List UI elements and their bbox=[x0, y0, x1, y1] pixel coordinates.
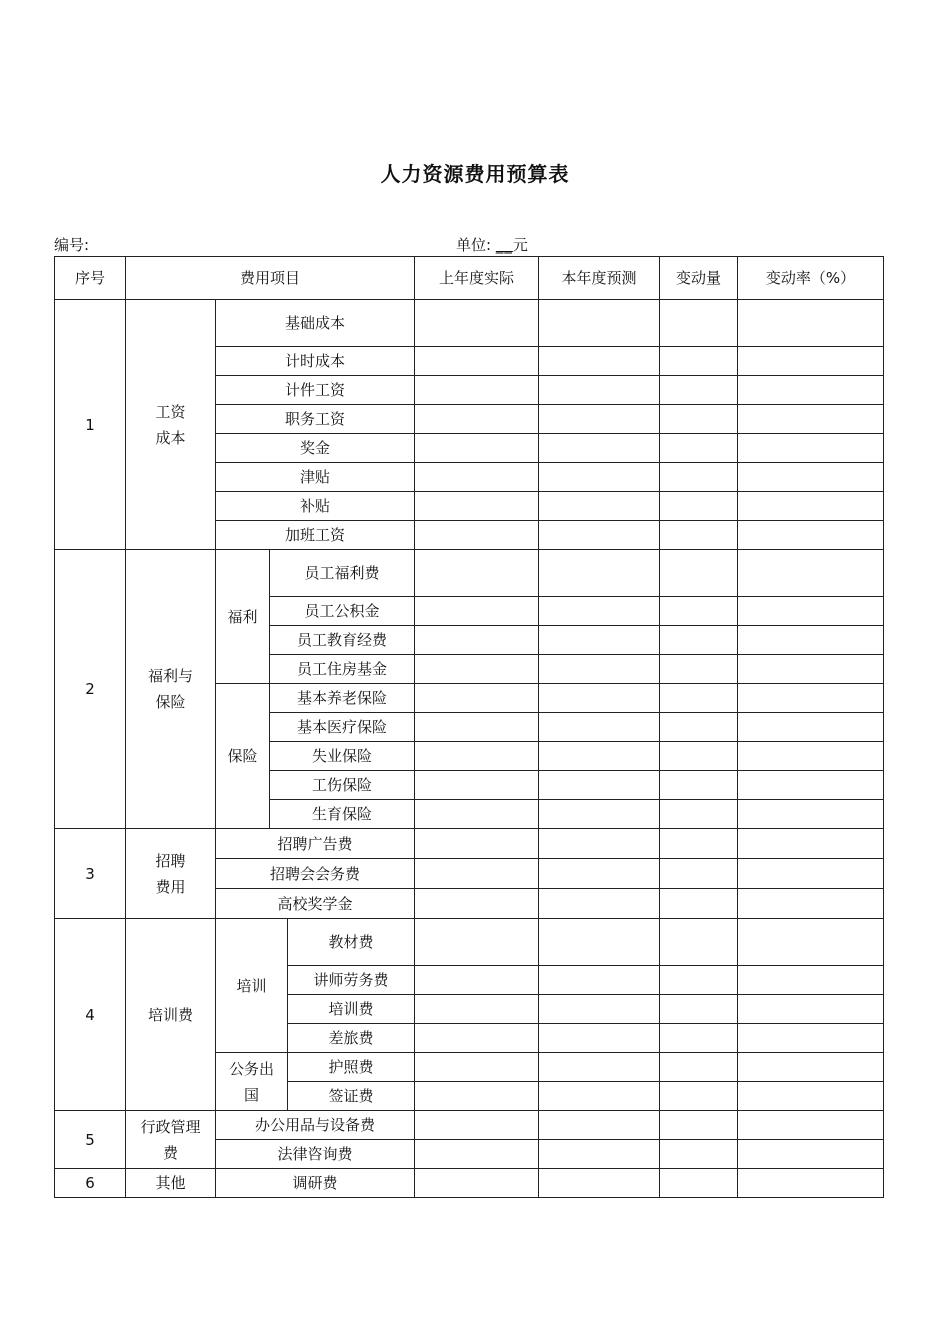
value-cell[interactable] bbox=[660, 1111, 738, 1140]
category-cell-line: 其他 bbox=[155, 1174, 186, 1192]
value-cell[interactable] bbox=[415, 1053, 539, 1082]
value-cell[interactable] bbox=[738, 829, 884, 859]
value-cell[interactable] bbox=[660, 376, 738, 405]
value-cell[interactable] bbox=[660, 655, 738, 684]
category-cell-line: 保险 bbox=[155, 693, 186, 711]
item-cell: 护照费 bbox=[288, 1053, 415, 1082]
value-cell[interactable] bbox=[415, 995, 539, 1024]
value-cell[interactable] bbox=[539, 1140, 660, 1169]
table-row bbox=[55, 550, 884, 597]
value-cell[interactable] bbox=[738, 1053, 884, 1082]
value-cell[interactable] bbox=[660, 1082, 738, 1111]
unit-line bbox=[456, 234, 528, 255]
value-cell[interactable] bbox=[539, 492, 660, 521]
value-cell[interactable] bbox=[660, 492, 738, 521]
unit-value: 元 bbox=[512, 236, 528, 254]
item-cell: 津贴 bbox=[216, 463, 415, 492]
item-cell: 基本养老保险 bbox=[270, 684, 415, 713]
value-cell[interactable] bbox=[539, 800, 660, 829]
value-cell[interactable] bbox=[738, 771, 884, 800]
seq-cell: 2 bbox=[55, 550, 126, 829]
category-cell bbox=[126, 1169, 216, 1198]
value-cell[interactable] bbox=[539, 889, 660, 919]
item-cell: 调研费 bbox=[216, 1169, 415, 1198]
item-cell: 失业保险 bbox=[270, 742, 415, 771]
value-cell[interactable] bbox=[415, 597, 539, 626]
value-cell[interactable] bbox=[660, 550, 738, 597]
group-cell-line: 国 bbox=[243, 1085, 259, 1104]
value-cell[interactable] bbox=[660, 1169, 738, 1198]
category-cell-line: 费 bbox=[162, 1143, 178, 1162]
value-cell[interactable] bbox=[415, 434, 539, 463]
table-row bbox=[55, 919, 884, 966]
value-cell[interactable] bbox=[539, 742, 660, 771]
value-cell[interactable] bbox=[539, 597, 660, 626]
value-cell[interactable] bbox=[660, 919, 738, 966]
value-cell[interactable] bbox=[660, 829, 738, 859]
value-cell[interactable] bbox=[415, 376, 539, 405]
category-cell bbox=[126, 829, 216, 919]
category-cell-line: 成本 bbox=[155, 428, 186, 447]
item-cell: 招聘会会务费 bbox=[216, 859, 415, 889]
value-cell[interactable] bbox=[660, 859, 738, 889]
category-cell bbox=[126, 919, 216, 1111]
value-cell[interactable] bbox=[738, 492, 884, 521]
value-cell[interactable] bbox=[539, 859, 660, 889]
value-cell[interactable] bbox=[415, 1082, 539, 1111]
value-cell[interactable] bbox=[415, 1169, 539, 1198]
seq-cell: 1 bbox=[55, 300, 126, 550]
value-cell[interactable] bbox=[738, 347, 884, 376]
value-cell[interactable] bbox=[738, 859, 884, 889]
header-col: 变动率（%） bbox=[738, 257, 884, 300]
value-cell[interactable] bbox=[539, 550, 660, 597]
value-cell[interactable] bbox=[738, 300, 884, 347]
table-row bbox=[55, 829, 884, 859]
category-cell-line: 工资 bbox=[155, 402, 186, 421]
value-cell[interactable] bbox=[415, 859, 539, 889]
group-cell bbox=[216, 550, 270, 684]
value-cell[interactable] bbox=[660, 626, 738, 655]
value-cell[interactable] bbox=[738, 376, 884, 405]
value-cell[interactable] bbox=[415, 655, 539, 684]
item-cell: 差旅费 bbox=[288, 1024, 415, 1053]
value-cell[interactable] bbox=[660, 1140, 738, 1169]
seq-cell: 3 bbox=[55, 829, 126, 919]
number-label: 编号: bbox=[54, 236, 90, 254]
value-cell[interactable] bbox=[660, 1053, 738, 1082]
value-cell[interactable] bbox=[738, 684, 884, 713]
item-cell: 职务工资 bbox=[216, 405, 415, 434]
item-cell: 员工教育经费 bbox=[270, 626, 415, 655]
item-cell: 教材费 bbox=[288, 919, 415, 966]
value-cell[interactable] bbox=[738, 1111, 884, 1140]
table-row bbox=[55, 1111, 884, 1140]
unit-label: 单位: bbox=[456, 236, 492, 254]
value-cell[interactable] bbox=[660, 434, 738, 463]
value-cell[interactable] bbox=[738, 626, 884, 655]
item-cell: 讲师劳务费 bbox=[288, 966, 415, 995]
value-cell[interactable] bbox=[660, 597, 738, 626]
item-cell: 高校奖学金 bbox=[216, 889, 415, 919]
value-cell[interactable] bbox=[660, 684, 738, 713]
value-cell[interactable] bbox=[539, 1169, 660, 1198]
value-cell[interactable] bbox=[660, 713, 738, 742]
value-cell[interactable] bbox=[660, 405, 738, 434]
unit-blank: __ bbox=[495, 236, 513, 254]
header-row bbox=[55, 257, 884, 300]
value-cell[interactable] bbox=[539, 463, 660, 492]
value-cell[interactable] bbox=[738, 995, 884, 1024]
value-cell[interactable] bbox=[738, 889, 884, 919]
value-cell[interactable] bbox=[660, 347, 738, 376]
item-cell: 员工公积金 bbox=[270, 597, 415, 626]
value-cell[interactable] bbox=[539, 405, 660, 434]
value-cell[interactable] bbox=[539, 521, 660, 550]
seq-cell: 6 bbox=[55, 1169, 126, 1198]
category-cell bbox=[126, 300, 216, 550]
value-cell[interactable] bbox=[415, 492, 539, 521]
header-col: 本年度预测 bbox=[539, 257, 660, 300]
value-cell[interactable] bbox=[660, 1024, 738, 1053]
value-cell[interactable] bbox=[660, 300, 738, 347]
value-cell[interactable] bbox=[415, 966, 539, 995]
value-cell[interactable] bbox=[738, 655, 884, 684]
value-cell[interactable] bbox=[415, 1140, 539, 1169]
value-cell[interactable] bbox=[738, 966, 884, 995]
item-cell: 员工福利费 bbox=[270, 550, 415, 597]
group-cell bbox=[216, 684, 270, 829]
value-cell[interactable] bbox=[415, 771, 539, 800]
header-col: 变动量 bbox=[660, 257, 738, 300]
value-cell[interactable] bbox=[738, 742, 884, 771]
item-cell: 计件工资 bbox=[216, 376, 415, 405]
value-cell[interactable] bbox=[660, 521, 738, 550]
header-seq: 序号 bbox=[55, 257, 126, 300]
value-cell[interactable] bbox=[738, 434, 884, 463]
category-cell-line: 招聘 bbox=[155, 851, 186, 870]
value-cell[interactable] bbox=[660, 995, 738, 1024]
value-cell[interactable] bbox=[539, 1053, 660, 1082]
value-cell[interactable] bbox=[738, 1140, 884, 1169]
value-cell[interactable] bbox=[660, 966, 738, 995]
value-cell[interactable] bbox=[539, 771, 660, 800]
value-cell[interactable] bbox=[738, 1082, 884, 1111]
value-cell[interactable] bbox=[738, 550, 884, 597]
seq-cell: 4 bbox=[55, 919, 126, 1111]
value-cell[interactable] bbox=[539, 626, 660, 655]
category-cell bbox=[126, 1111, 216, 1169]
value-cell[interactable] bbox=[415, 550, 539, 597]
value-cell[interactable] bbox=[660, 771, 738, 800]
group-cell-line: 培训 bbox=[236, 976, 267, 995]
document-title: 人力资源费用预算表 bbox=[380, 162, 570, 186]
value-cell[interactable] bbox=[738, 405, 884, 434]
group-cell bbox=[216, 919, 288, 1053]
header-col: 上年度实际 bbox=[415, 257, 539, 300]
value-cell[interactable] bbox=[539, 966, 660, 995]
category-cell-line: 费用 bbox=[155, 877, 186, 896]
value-cell[interactable] bbox=[415, 889, 539, 919]
category-cell-line: 行政管理 bbox=[140, 1117, 201, 1136]
header-item: 费用项目 bbox=[126, 257, 415, 300]
value-cell[interactable] bbox=[415, 626, 539, 655]
item-cell: 补贴 bbox=[216, 492, 415, 521]
value-cell[interactable] bbox=[415, 1111, 539, 1140]
value-cell[interactable] bbox=[415, 521, 539, 550]
table-row bbox=[55, 300, 884, 347]
value-cell[interactable] bbox=[660, 742, 738, 771]
item-cell: 奖金 bbox=[216, 434, 415, 463]
value-cell[interactable] bbox=[415, 829, 539, 859]
value-cell[interactable] bbox=[660, 889, 738, 919]
value-cell[interactable] bbox=[539, 713, 660, 742]
value-cell[interactable] bbox=[738, 1169, 884, 1198]
budget-table bbox=[54, 256, 884, 1198]
value-cell[interactable] bbox=[415, 800, 539, 829]
value-cell[interactable] bbox=[539, 684, 660, 713]
value-cell[interactable] bbox=[415, 742, 539, 771]
value-cell[interactable] bbox=[539, 347, 660, 376]
value-cell[interactable] bbox=[415, 1024, 539, 1053]
item-cell: 加班工资 bbox=[216, 521, 415, 550]
item-cell: 基本医疗保险 bbox=[270, 713, 415, 742]
category-cell bbox=[126, 550, 216, 829]
value-cell[interactable] bbox=[415, 684, 539, 713]
value-cell[interactable] bbox=[539, 1111, 660, 1140]
item-cell: 办公用品与设备费 bbox=[216, 1111, 415, 1140]
value-cell[interactable] bbox=[539, 919, 660, 966]
value-cell[interactable] bbox=[738, 800, 884, 829]
item-cell: 员工住房基金 bbox=[270, 655, 415, 684]
item-cell: 招聘广告费 bbox=[216, 829, 415, 859]
value-cell[interactable] bbox=[415, 919, 539, 966]
item-cell: 法律咨询费 bbox=[216, 1140, 415, 1169]
seq-cell: 5 bbox=[55, 1111, 126, 1169]
value-cell[interactable] bbox=[738, 919, 884, 966]
item-cell: 培训费 bbox=[288, 995, 415, 1024]
group-cell-line: 公务出 bbox=[228, 1059, 274, 1078]
value-cell[interactable] bbox=[539, 434, 660, 463]
item-cell: 计时成本 bbox=[216, 347, 415, 376]
value-cell[interactable] bbox=[415, 300, 539, 347]
value-cell[interactable] bbox=[539, 655, 660, 684]
item-cell: 签证费 bbox=[288, 1082, 415, 1111]
table-row bbox=[55, 1169, 884, 1198]
group-cell-line: 保险 bbox=[227, 747, 258, 765]
value-cell[interactable] bbox=[539, 376, 660, 405]
value-cell[interactable] bbox=[539, 1082, 660, 1111]
item-cell: 基础成本 bbox=[216, 300, 415, 347]
item-cell: 生育保险 bbox=[270, 800, 415, 829]
category-cell-line: 福利与 bbox=[147, 667, 193, 685]
value-cell[interactable] bbox=[738, 463, 884, 492]
value-cell[interactable] bbox=[539, 995, 660, 1024]
value-cell[interactable] bbox=[539, 1024, 660, 1053]
value-cell[interactable] bbox=[539, 829, 660, 859]
value-cell[interactable] bbox=[738, 713, 884, 742]
value-cell[interactable] bbox=[415, 713, 539, 742]
group-cell bbox=[216, 1053, 288, 1111]
value-cell[interactable] bbox=[660, 800, 738, 829]
value-cell[interactable] bbox=[539, 300, 660, 347]
value-cell[interactable] bbox=[738, 521, 884, 550]
value-cell[interactable] bbox=[415, 347, 539, 376]
category-cell-line: 培训费 bbox=[147, 1005, 193, 1024]
value-cell[interactable] bbox=[415, 405, 539, 434]
value-cell[interactable] bbox=[415, 463, 539, 492]
item-cell: 工伤保险 bbox=[270, 771, 415, 800]
value-cell[interactable] bbox=[660, 463, 738, 492]
group-cell-line: 福利 bbox=[227, 607, 258, 626]
value-cell[interactable] bbox=[738, 1024, 884, 1053]
value-cell[interactable] bbox=[738, 597, 884, 626]
